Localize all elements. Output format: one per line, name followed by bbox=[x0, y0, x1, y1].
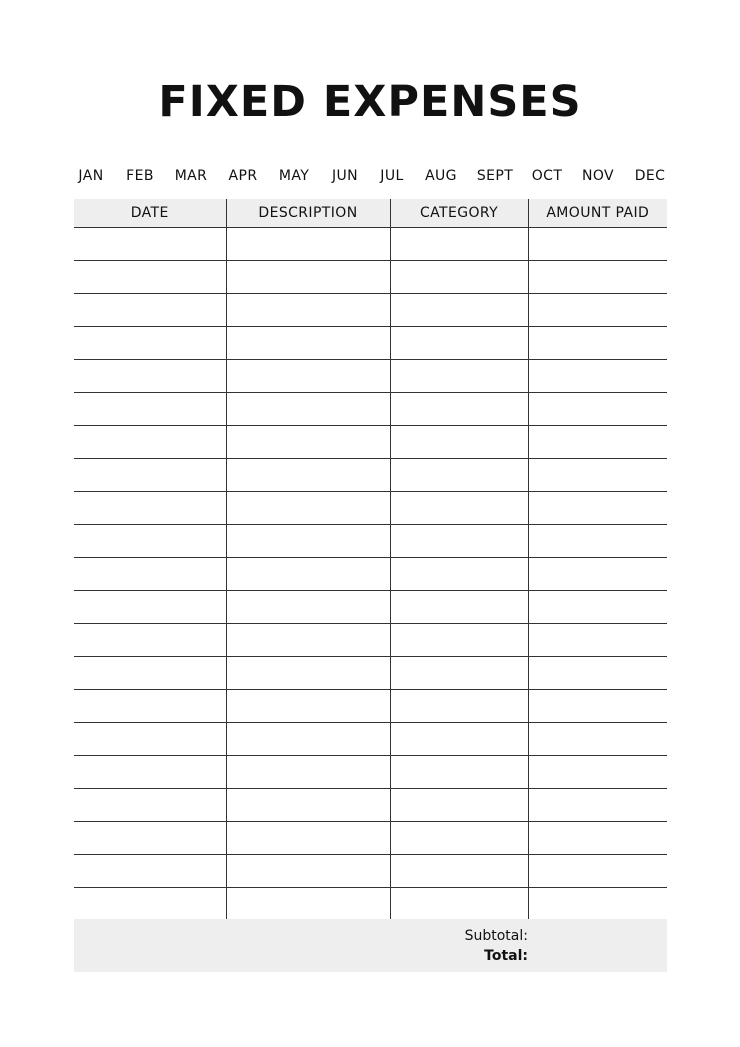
column-header-amount-paid: AMOUNT PAID bbox=[528, 199, 667, 228]
description-cell[interactable] bbox=[226, 492, 390, 525]
category-cell[interactable] bbox=[390, 261, 528, 294]
description-cell[interactable] bbox=[226, 789, 390, 822]
description-cell[interactable] bbox=[226, 525, 390, 558]
date-cell[interactable] bbox=[74, 657, 226, 690]
amount-paid-cell[interactable] bbox=[528, 888, 667, 921]
amount-paid-cell[interactable] bbox=[528, 756, 667, 789]
table-row bbox=[74, 492, 667, 525]
expenses-table bbox=[74, 199, 667, 921]
category-cell[interactable] bbox=[390, 360, 528, 393]
month-nov[interactable]: NOV bbox=[581, 168, 615, 184]
category-cell[interactable] bbox=[390, 393, 528, 426]
category-cell[interactable] bbox=[390, 855, 528, 888]
category-cell[interactable] bbox=[390, 657, 528, 690]
table-row bbox=[74, 657, 667, 690]
amount-paid-cell[interactable] bbox=[528, 261, 667, 294]
date-cell[interactable] bbox=[74, 327, 226, 360]
table-body bbox=[74, 228, 667, 921]
amount-paid-cell[interactable] bbox=[528, 690, 667, 723]
amount-paid-cell[interactable] bbox=[528, 525, 667, 558]
table-row bbox=[74, 624, 667, 657]
description-cell[interactable] bbox=[226, 591, 390, 624]
date-cell[interactable] bbox=[74, 294, 226, 327]
category-cell[interactable] bbox=[390, 525, 528, 558]
month-sept[interactable]: SEPT bbox=[476, 168, 514, 184]
date-cell[interactable] bbox=[74, 228, 226, 261]
category-cell[interactable] bbox=[390, 624, 528, 657]
category-cell[interactable] bbox=[390, 459, 528, 492]
amount-paid-cell[interactable] bbox=[528, 327, 667, 360]
description-cell[interactable] bbox=[226, 426, 390, 459]
description-cell[interactable] bbox=[226, 261, 390, 294]
description-cell[interactable] bbox=[226, 228, 390, 261]
month-jan[interactable]: JAN bbox=[78, 168, 104, 184]
category-cell[interactable] bbox=[390, 558, 528, 591]
month-selector bbox=[74, 166, 668, 186]
date-cell[interactable] bbox=[74, 723, 226, 756]
category-cell[interactable] bbox=[390, 723, 528, 756]
date-cell[interactable] bbox=[74, 360, 226, 393]
amount-paid-cell[interactable] bbox=[528, 393, 667, 426]
amount-paid-cell[interactable] bbox=[528, 228, 667, 261]
month-dec[interactable]: DEC bbox=[634, 168, 666, 184]
category-cell[interactable] bbox=[390, 327, 528, 360]
description-cell[interactable] bbox=[226, 657, 390, 690]
category-cell[interactable] bbox=[390, 822, 528, 855]
description-cell[interactable] bbox=[226, 327, 390, 360]
month-oct[interactable]: OCT bbox=[531, 168, 563, 184]
column-header-date: DATE bbox=[74, 199, 226, 228]
total-label: Total: bbox=[484, 948, 528, 964]
column-header-description: DESCRIPTION bbox=[226, 199, 390, 228]
category-cell[interactable] bbox=[390, 789, 528, 822]
table-row bbox=[74, 525, 667, 558]
date-cell[interactable] bbox=[74, 492, 226, 525]
amount-paid-cell[interactable] bbox=[528, 624, 667, 657]
table-row bbox=[74, 393, 667, 426]
table-row bbox=[74, 327, 667, 360]
table-row bbox=[74, 855, 667, 888]
description-cell[interactable] bbox=[226, 756, 390, 789]
category-cell[interactable] bbox=[390, 888, 528, 921]
table-row bbox=[74, 228, 667, 261]
date-cell[interactable] bbox=[74, 525, 226, 558]
date-cell[interactable] bbox=[74, 426, 226, 459]
category-cell[interactable] bbox=[390, 591, 528, 624]
table-row bbox=[74, 459, 667, 492]
date-cell[interactable] bbox=[74, 756, 226, 789]
amount-paid-cell[interactable] bbox=[528, 822, 667, 855]
table-row bbox=[74, 690, 667, 723]
table-row bbox=[74, 756, 667, 789]
table-row bbox=[74, 591, 667, 624]
subtotal-label: Subtotal: bbox=[464, 928, 528, 944]
category-cell[interactable] bbox=[390, 294, 528, 327]
month-jun[interactable]: JUN bbox=[331, 168, 359, 184]
month-apr[interactable]: APR bbox=[228, 168, 258, 184]
description-cell[interactable] bbox=[226, 723, 390, 756]
amount-paid-cell[interactable] bbox=[528, 558, 667, 591]
month-mar[interactable]: MAR bbox=[174, 168, 208, 184]
amount-paid-cell[interactable] bbox=[528, 492, 667, 525]
table-row bbox=[74, 789, 667, 822]
description-cell[interactable] bbox=[226, 393, 390, 426]
description-cell[interactable] bbox=[226, 822, 390, 855]
description-cell[interactable] bbox=[226, 888, 390, 921]
date-cell[interactable] bbox=[74, 558, 226, 591]
date-cell[interactable] bbox=[74, 393, 226, 426]
amount-paid-cell[interactable] bbox=[528, 426, 667, 459]
month-aug[interactable]: AUG bbox=[425, 168, 457, 184]
description-cell[interactable] bbox=[226, 459, 390, 492]
date-cell[interactable] bbox=[74, 888, 226, 921]
table-row bbox=[74, 888, 667, 921]
description-cell[interactable] bbox=[226, 360, 390, 393]
category-cell[interactable] bbox=[390, 228, 528, 261]
description-cell[interactable] bbox=[226, 558, 390, 591]
table-row bbox=[74, 426, 667, 459]
amount-paid-cell[interactable] bbox=[528, 360, 667, 393]
description-cell[interactable] bbox=[226, 690, 390, 723]
category-cell[interactable] bbox=[390, 426, 528, 459]
table-header-row bbox=[74, 199, 667, 228]
amount-paid-cell[interactable] bbox=[528, 855, 667, 888]
amount-paid-cell[interactable] bbox=[528, 789, 667, 822]
date-cell[interactable] bbox=[74, 690, 226, 723]
date-cell[interactable] bbox=[74, 459, 226, 492]
date-cell[interactable] bbox=[74, 822, 226, 855]
description-cell[interactable] bbox=[226, 855, 390, 888]
table-row bbox=[74, 360, 667, 393]
category-cell[interactable] bbox=[390, 492, 528, 525]
amount-paid-cell[interactable] bbox=[528, 591, 667, 624]
category-cell[interactable] bbox=[390, 690, 528, 723]
column-header-category: CATEGORY bbox=[390, 199, 528, 228]
totals-box bbox=[74, 919, 667, 972]
amount-paid-cell[interactable] bbox=[528, 294, 667, 327]
table-row bbox=[74, 558, 667, 591]
date-cell[interactable] bbox=[74, 624, 226, 657]
month-feb[interactable]: FEB bbox=[126, 168, 154, 184]
date-cell[interactable] bbox=[74, 855, 226, 888]
date-cell[interactable] bbox=[74, 789, 226, 822]
page-title: FIXED EXPENSES bbox=[158, 77, 582, 127]
amount-paid-cell[interactable] bbox=[528, 723, 667, 756]
month-may[interactable]: MAY bbox=[278, 168, 310, 184]
date-cell[interactable] bbox=[74, 591, 226, 624]
table-row bbox=[74, 294, 667, 327]
description-cell[interactable] bbox=[226, 294, 390, 327]
table-row bbox=[74, 723, 667, 756]
table-row bbox=[74, 261, 667, 294]
month-jul[interactable]: JUL bbox=[380, 168, 404, 184]
category-cell[interactable] bbox=[390, 756, 528, 789]
amount-paid-cell[interactable] bbox=[528, 657, 667, 690]
date-cell[interactable] bbox=[74, 261, 226, 294]
amount-paid-cell[interactable] bbox=[528, 459, 667, 492]
description-cell[interactable] bbox=[226, 624, 390, 657]
table-row bbox=[74, 822, 667, 855]
